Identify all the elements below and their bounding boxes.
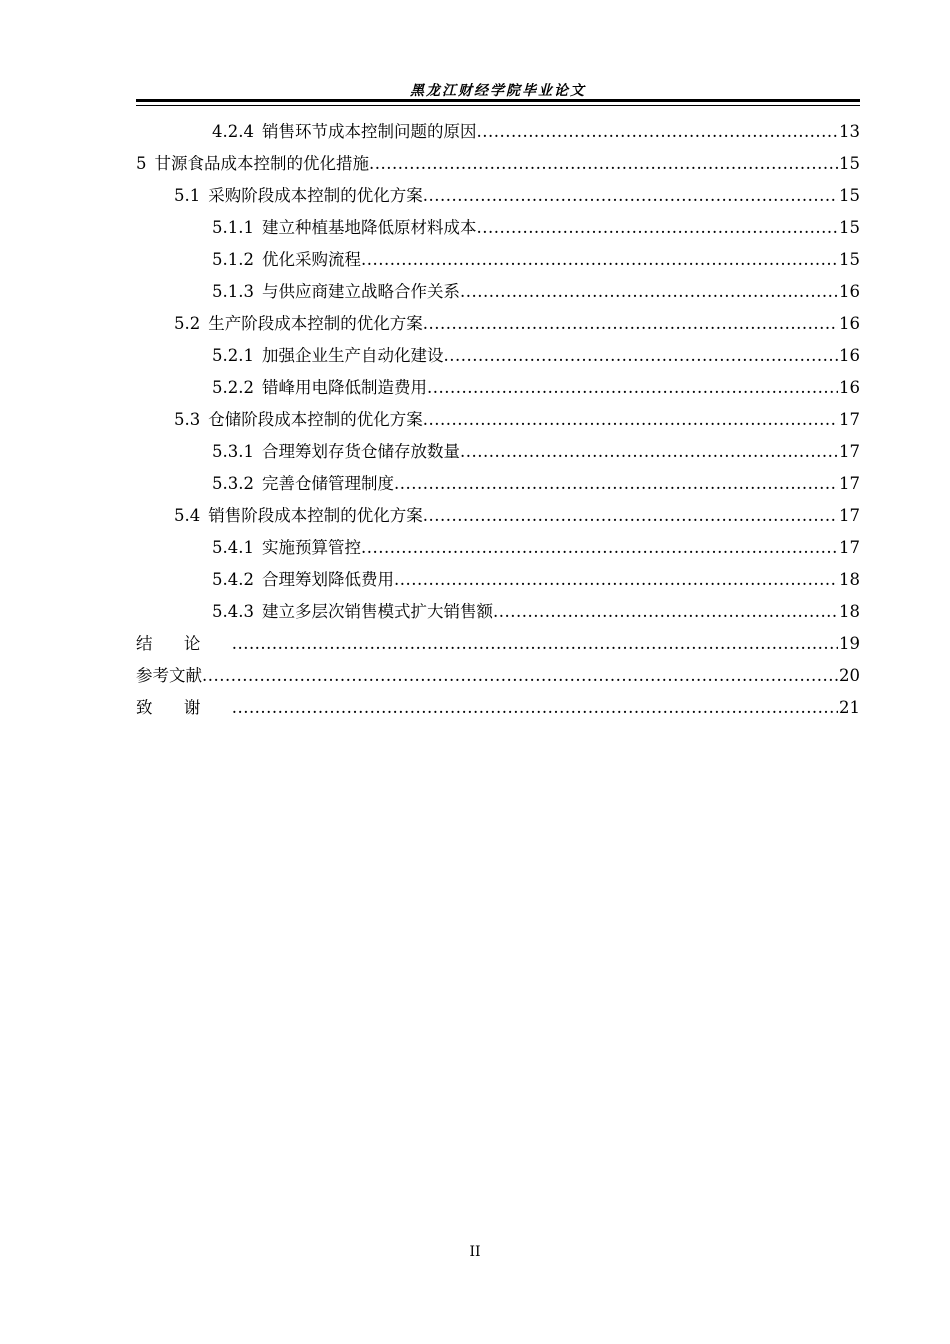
toc-entry-label: 合理筹划降低费用 [261,570,394,589]
toc-entry-number: 5.4.3 [212,602,254,621]
toc-entry-page: 18 [839,602,860,621]
toc-entry-number: 5.2.2 [212,378,254,397]
toc-entry[interactable] [136,404,860,436]
toc-entry-label: 致谢 [136,698,232,717]
toc-entry[interactable] [136,276,860,308]
toc-entry-number: 5.2.1 [212,346,254,365]
toc-entry-label: 甘源食品成本控制的优化措施 [154,154,369,173]
toc-entry-number: 5.1.3 [212,282,254,301]
toc-entry-number: 5.4.2 [212,570,254,589]
toc-entry[interactable] [136,116,860,148]
table-of-contents [136,116,860,724]
toc-entry-label: 仓储阶段成本控制的优化方案 [208,410,423,429]
toc-dot-leader [423,404,838,436]
toc-dot-leader [202,660,838,692]
toc-entry-number: 5.1.2 [212,250,254,269]
toc-dot-leader [232,628,838,660]
header-double-rule [136,99,860,106]
toc-entry-label: 销售环节成本控制问题的原因 [261,122,477,141]
toc-entry[interactable] [136,212,860,244]
toc-dot-leader [423,308,838,340]
toc-entry-label: 优化采购流程 [261,250,361,269]
toc-dot-leader [493,596,838,628]
toc-entry[interactable] [136,660,860,692]
toc-entry-label: 参考文献 [136,666,202,685]
toc-entry-page: 13 [839,122,860,141]
toc-entry-label: 生产阶段成本控制的优化方案 [208,314,423,333]
toc-entry[interactable] [136,564,860,596]
toc-entry[interactable] [136,180,860,212]
toc-dot-leader [460,276,838,308]
toc-entry-label: 销售阶段成本控制的优化方案 [208,506,423,525]
toc-entry-label: 结论 [136,634,232,653]
toc-entry-number: 5.4.1 [212,538,254,557]
toc-entry-number: 5 [136,154,147,173]
toc-dot-leader [369,148,838,180]
toc-entry-page: 19 [839,634,860,653]
toc-entry[interactable] [136,500,860,532]
toc-dot-leader [394,564,838,596]
toc-entry-page: 16 [839,346,860,365]
toc-entry-number: 5.1.1 [212,218,254,237]
toc-entry[interactable] [136,468,860,500]
toc-entry-page: 15 [839,186,860,205]
toc-entry-page: 15 [839,250,860,269]
toc-dot-leader [361,532,838,564]
toc-entry-label: 建立种植基地降低原材料成本 [261,218,477,237]
toc-entry[interactable] [136,372,860,404]
toc-entry[interactable] [136,148,860,180]
toc-entry-page: 17 [839,442,860,461]
toc-entry-page: 21 [839,698,860,717]
toc-dot-leader [460,436,838,468]
toc-entry-number: 5.4 [174,506,201,525]
toc-entry[interactable] [136,628,860,660]
page-number: II [469,1244,481,1260]
toc-entry-page: 16 [839,378,860,397]
toc-entry-label: 采购阶段成本控制的优化方案 [208,186,423,205]
toc-entry[interactable] [136,340,860,372]
toc-entry-label: 错峰用电降低制造费用 [261,378,427,397]
toc-entry-page: 15 [839,218,860,237]
toc-entry[interactable] [136,308,860,340]
toc-dot-leader [423,500,838,532]
toc-entry-number: 5.2 [174,314,201,333]
toc-entry-page: 20 [839,666,860,685]
toc-entry-number: 4.2.4 [212,122,254,141]
toc-entry-number: 5.1 [174,186,201,205]
toc-dot-leader [232,692,838,724]
toc-entry-page: 16 [839,314,860,333]
toc-dot-leader [476,116,838,148]
toc-entry-page: 16 [839,282,860,301]
toc-entry-page: 17 [839,474,860,493]
toc-entry[interactable] [136,532,860,564]
toc-entry[interactable] [136,596,860,628]
toc-entry-number: 5.3.1 [212,442,254,461]
toc-entry-label: 实施预算管控 [261,538,361,557]
toc-entry[interactable] [136,244,860,276]
toc-entry-label: 加强企业生产自动化建设 [261,346,444,365]
toc-entry-page: 18 [839,570,860,589]
toc-dot-leader [423,180,838,212]
toc-entry-label: 合理筹划存货仓储存放数量 [261,442,460,461]
toc-dot-leader [443,340,838,372]
toc-dot-leader [394,468,838,500]
toc-entry[interactable] [136,436,860,468]
toc-dot-leader [427,372,838,404]
page-header-title: 黑龙江财经学院毕业论文 [410,83,586,99]
toc-entry[interactable] [136,692,860,724]
toc-entry-label: 与供应商建立战略合作关系 [261,282,460,301]
toc-entry-page: 17 [839,538,860,557]
toc-entry-label: 建立多层次销售模式扩大销售额 [261,602,493,621]
toc-entry-page: 17 [839,410,860,429]
toc-dot-leader [361,244,838,276]
toc-entry-label: 完善仓储管理制度 [261,474,394,493]
toc-entry-page: 15 [839,154,860,173]
toc-dot-leader [476,212,838,244]
toc-entry-number: 5.3 [174,410,201,429]
toc-entry-number: 5.3.2 [212,474,254,493]
toc-entry-page: 17 [839,506,860,525]
